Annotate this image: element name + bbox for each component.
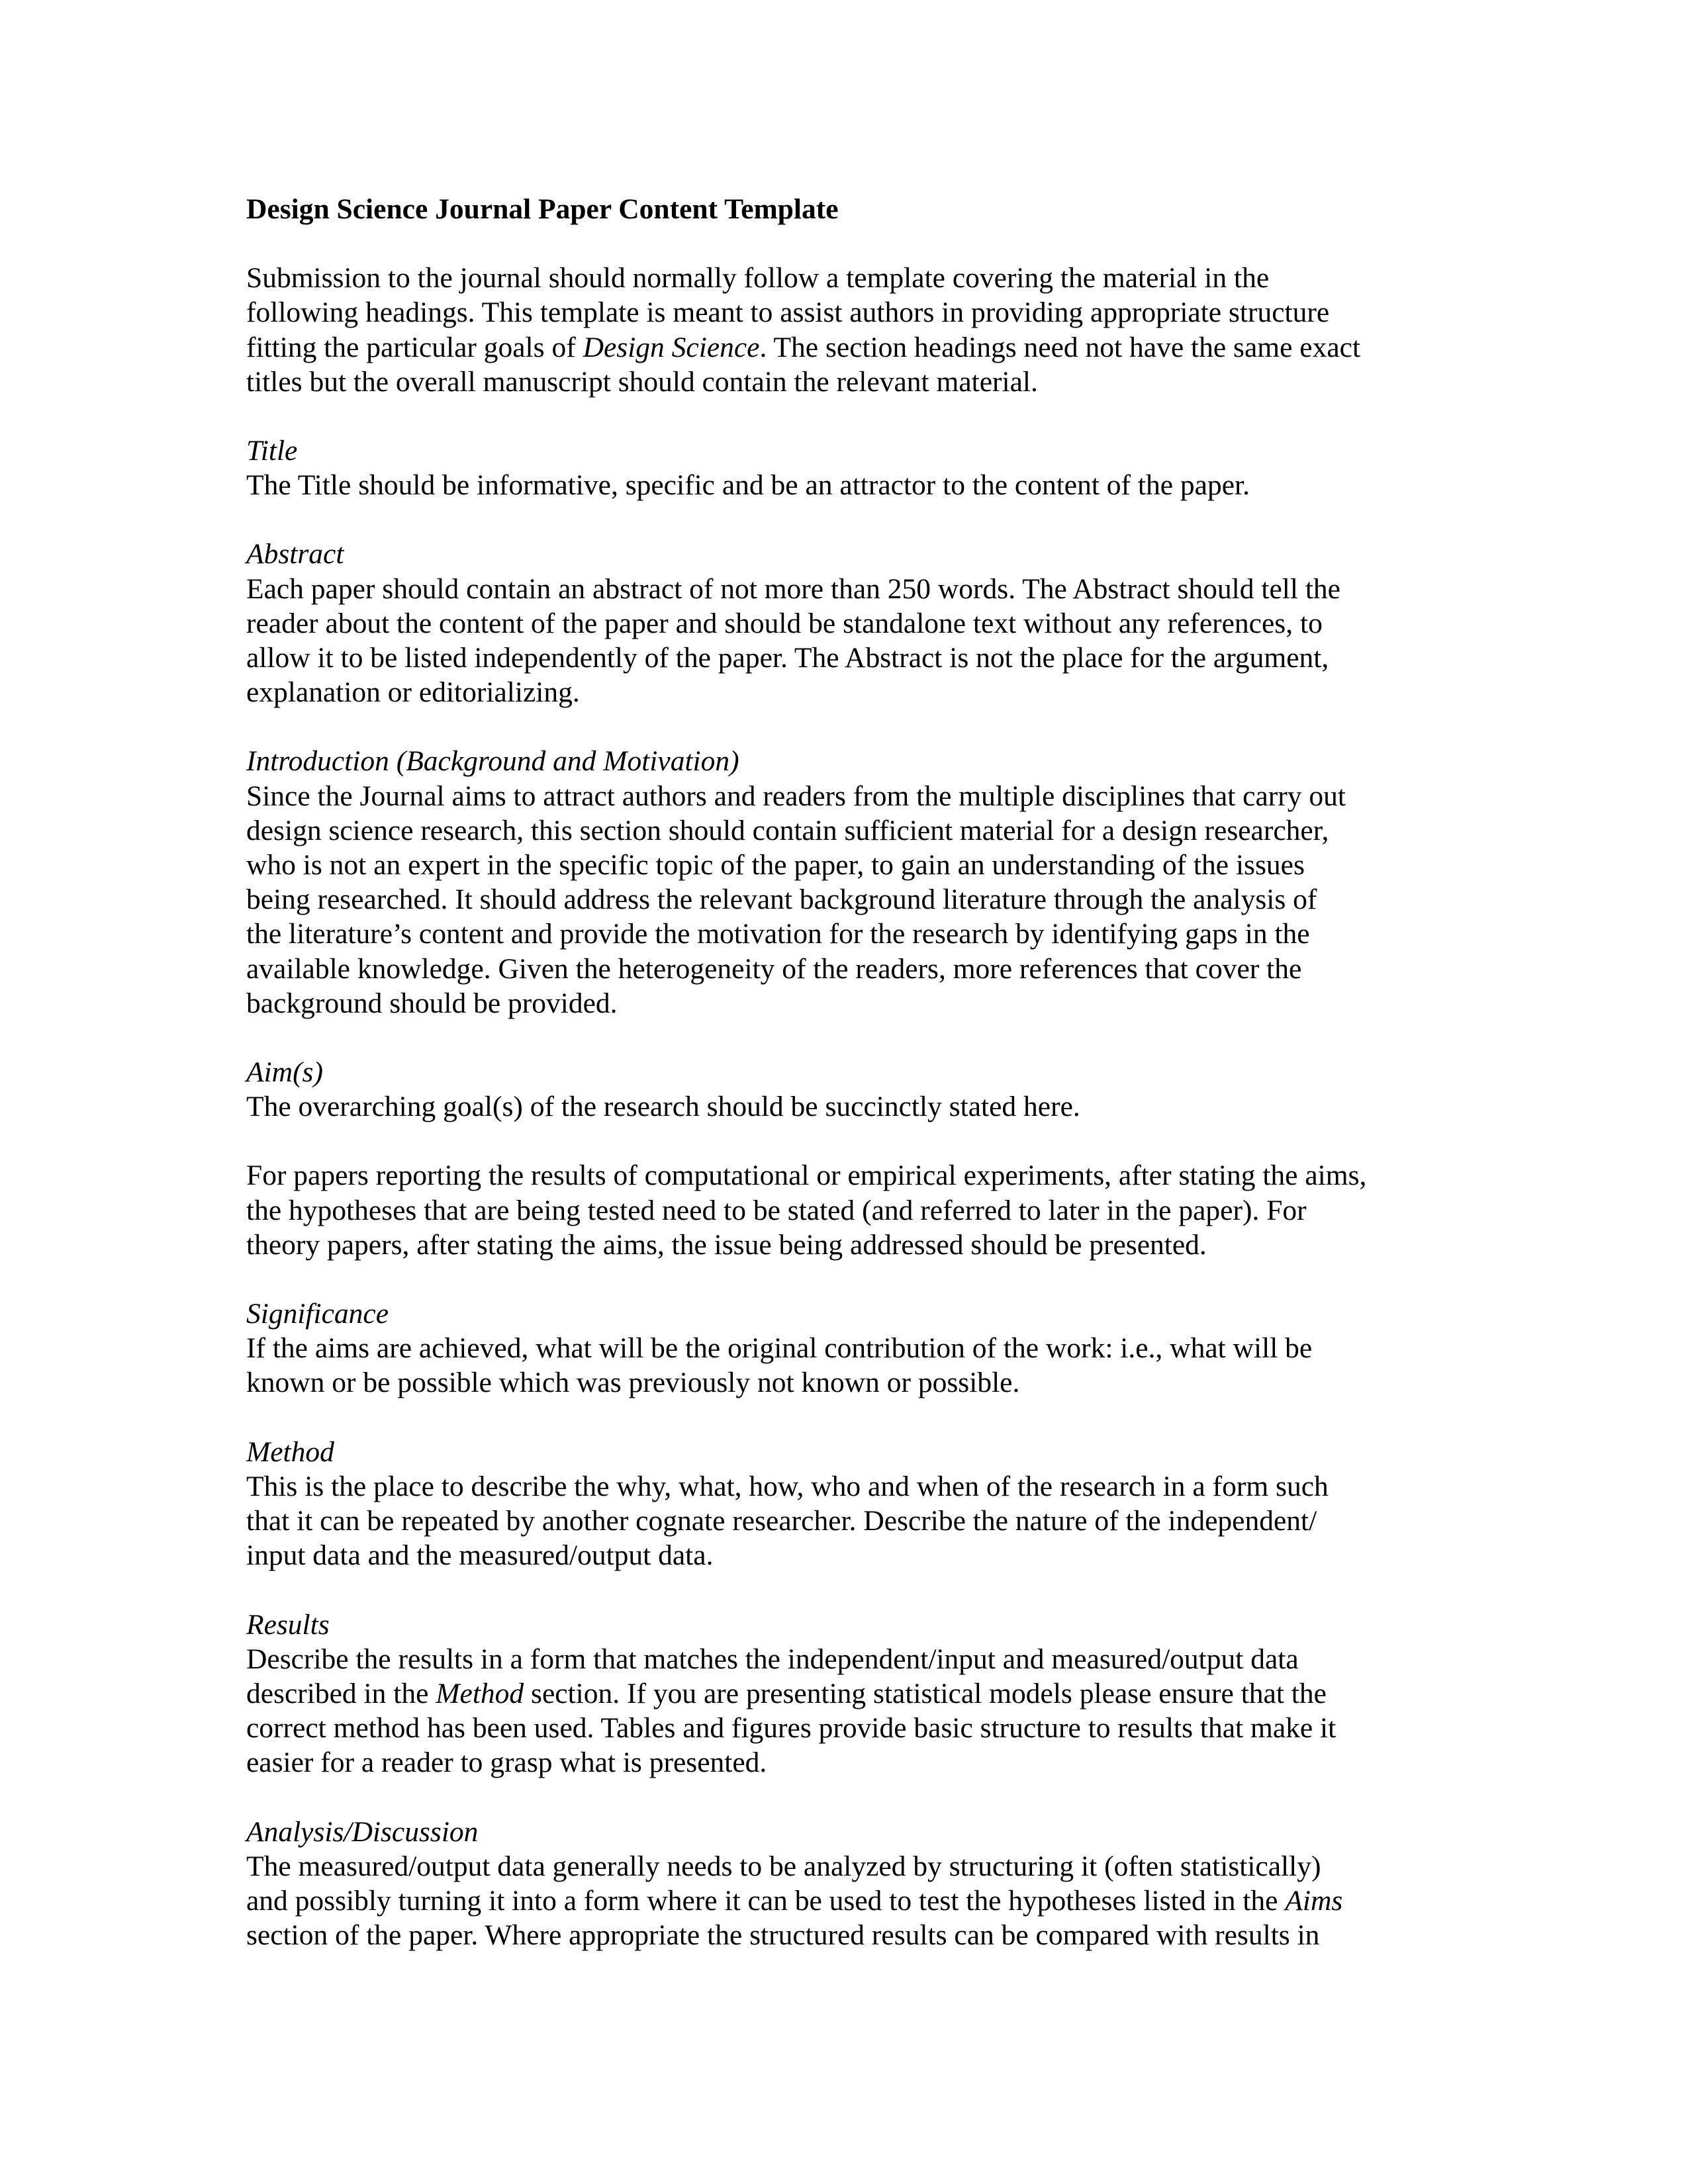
- analysis-line-3: section of the paper. Where appropriate the structured results can be compared with results in: [246, 1919, 1320, 1952]
- section-significance: [246, 1297, 1451, 1400]
- results-line-3: correct method has been used. Tables and figures provide basic structure to results that make it: [246, 1712, 1336, 1745]
- introduction-line-2: design science research, this section should contain sufficient material for a design researcher,: [246, 814, 1329, 846]
- section-abstract: [246, 537, 1451, 709]
- abstract-line-2: reader about the content of the paper and should be standalone text without any references, to: [246, 607, 1323, 639]
- abstract-line-4: explanation or editorializing.: [246, 676, 580, 709]
- analysis-line-1: The measured/output data generally needs to be analyzed by structuring it (often statistically): [246, 1850, 1321, 1882]
- abstract-line-3: allow it to be listed independently of the paper. The Abstract is not the place for the argument,: [246, 642, 1329, 674]
- analysis-line-2-start: and possibly turning it into a form where it can be used to test the hypotheses listed in the: [246, 1884, 1286, 1917]
- introduction-line-1: Since the Journal aims to attract authors and readers from the multiple disciplines that carry out: [246, 780, 1346, 812]
- introduction-line-6: available knowledge. Given the heterogeneity of the readers, more references that cover the: [246, 952, 1302, 985]
- section-heading-introduction: Introduction (Background and Motivation): [246, 745, 739, 778]
- journal-name-emphasis: Design Science: [583, 331, 760, 363]
- introduction-line-7: background should be provided.: [246, 987, 618, 1019]
- intro-line-1: Submission to the journal should normally follow a template covering the material in the: [246, 262, 1270, 295]
- abstract-line-1: Each paper should contain an abstract of not more than 250 words. The Abstract should tell the: [246, 572, 1340, 605]
- introduction-line-3: who is not an expert in the specific topic of the paper, to gain an understanding of the issues: [246, 849, 1305, 882]
- section-heading-significance: Significance: [246, 1298, 389, 1330]
- aims-line-1: The overarching goal(s) of the research should be succinctly stated here.: [246, 1091, 1080, 1123]
- section-title: [246, 433, 1451, 502]
- method-reference-emphasis: Method: [436, 1677, 524, 1709]
- results-line-4: easier for a reader to grasp what is presented.: [246, 1747, 767, 1779]
- section-heading-aims: Aim(s): [246, 1056, 323, 1089]
- results-line-2-end: section. If you are presenting statistical models please ensure that the: [524, 1677, 1327, 1709]
- section-heading-abstract: Abstract: [246, 538, 344, 570]
- section-heading-results: Results: [246, 1608, 330, 1641]
- intro-paragraph: [246, 261, 1451, 399]
- intro-line-3: [246, 330, 1451, 365]
- method-line-2: that it can be repeated by another cognate researcher. Describe the nature of the independent/: [246, 1505, 1317, 1537]
- method-line-1: This is the place to describe the why, what, how, who and when of the research in a form such: [246, 1470, 1329, 1502]
- significance-line-2: known or be possible which was previously not known or possible.: [246, 1367, 1020, 1399]
- section-results: [246, 1608, 1451, 1780]
- intro-line-3-end: . The section headings need not have the same exact: [759, 331, 1361, 363]
- document-body: [246, 192, 1451, 1987]
- introduction-line-5: the literature’s content and provide the motivation for the research by identifying gaps in the: [246, 918, 1310, 950]
- aims-p2-line-3: theory papers, after stating the aims, the issue being addressed should be presented.: [246, 1228, 1207, 1261]
- aims-reference-emphasis: Aims: [1285, 1884, 1343, 1917]
- intro-line-4: titles but the overall manuscript should contain the relevant material.: [246, 365, 1038, 398]
- aims-p2-line-2: the hypotheses that are being tested need to be stated (and referred to later in the paper). For: [246, 1194, 1307, 1226]
- intro-line-2: following headings. This template is meant to assist authors in providing appropriate structure: [246, 296, 1330, 329]
- section-method: [246, 1435, 1451, 1573]
- section-heading-method: Method: [246, 1435, 334, 1468]
- results-line-1: Describe the results in a form that matches the independent/input and measured/output data: [246, 1643, 1299, 1675]
- results-line-2: [246, 1676, 1451, 1711]
- introduction-line-4: being researched. It should address the relevant background literature through the analysis of: [246, 884, 1317, 916]
- section-title-line-1: The Title should be informative, specific and be an attractor to the content of the paper.: [246, 469, 1250, 502]
- section-heading-title: Title: [246, 435, 298, 467]
- aims-p2-line-1: For papers reporting the results of computational or empirical experiments, after stating the aims,: [246, 1160, 1367, 1192]
- document-title: Design Science Journal Paper Content Template: [246, 193, 839, 225]
- aims-paragraph-2: [246, 1158, 1451, 1262]
- section-heading-analysis: Analysis/Discussion: [246, 1815, 479, 1848]
- analysis-line-2: [246, 1884, 1451, 1918]
- intro-line-3-start: fitting the particular goals of: [246, 331, 583, 363]
- significance-line-1: If the aims are achieved, what will be the original contribution of the work: i.e., what will be: [246, 1332, 1313, 1365]
- section-analysis: [246, 1815, 1451, 1953]
- section-introduction: [246, 744, 1451, 1021]
- method-line-3: input data and the measured/output data.: [246, 1539, 714, 1572]
- section-aims: [246, 1055, 1451, 1124]
- results-line-2-start: described in the: [246, 1677, 436, 1709]
